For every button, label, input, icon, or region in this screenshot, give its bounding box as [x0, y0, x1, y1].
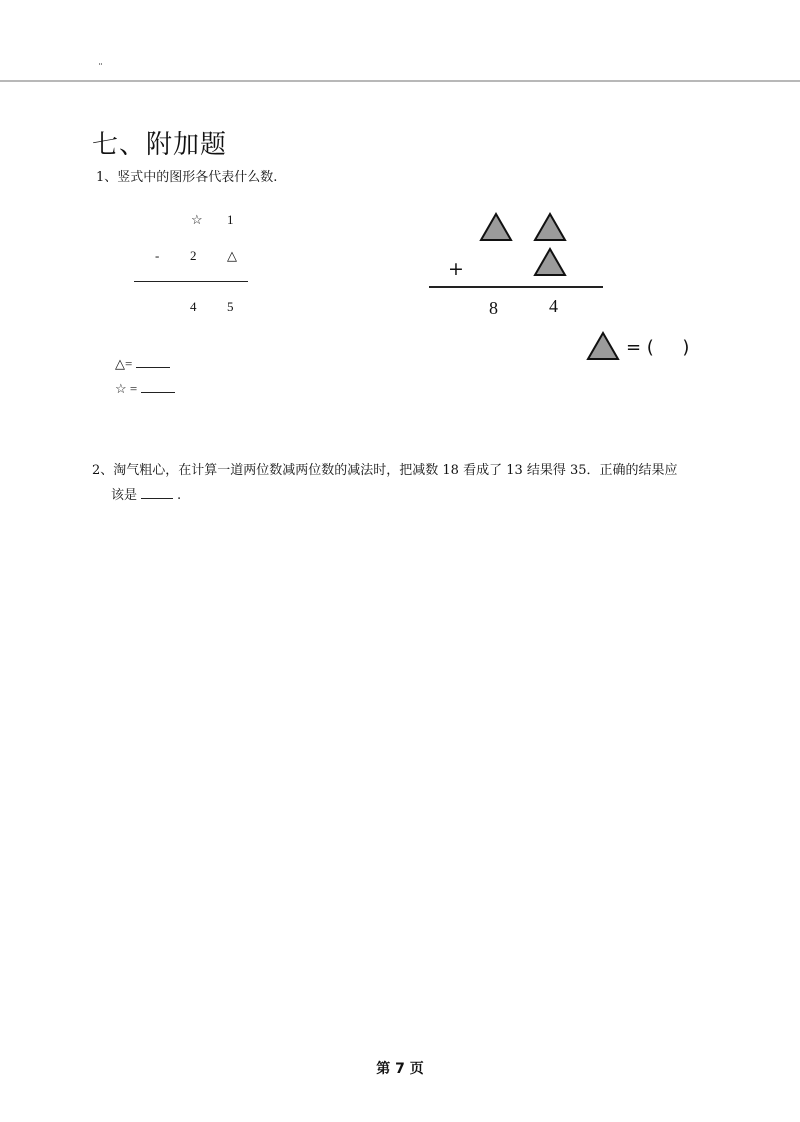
digit-two: 2	[190, 248, 197, 263]
digit-one: 1	[227, 212, 234, 227]
sum-digit-eight: 8	[489, 298, 498, 318]
triangle-equation: = ( )	[626, 337, 690, 358]
star-answer-blank[interactable]	[141, 380, 175, 393]
question-2-suffix: .	[177, 488, 182, 503]
question-2-prefix: 该是	[111, 488, 138, 503]
triangle-answer-label: △=	[115, 356, 133, 371]
triangle-answer-blank[interactable]	[136, 355, 170, 368]
header-divider	[0, 80, 800, 82]
gray-triangle-icon	[586, 331, 620, 361]
page-number: 第 7 页	[376, 1061, 424, 1077]
gray-triangle-icon	[479, 212, 513, 242]
result-digit-four: 4	[190, 299, 197, 314]
star-answer-row	[115, 380, 175, 397]
sum-digit-four: 4	[549, 296, 558, 316]
section-title: 七、附加题	[92, 130, 228, 160]
gray-triangle-icon	[533, 247, 567, 277]
minus-sign: -	[155, 248, 160, 263]
result-digit-five: 5	[227, 299, 234, 314]
question-2-answer-blank[interactable]	[141, 486, 173, 499]
header-mark: ¨	[98, 63, 103, 74]
triangle-answer-row	[115, 355, 170, 372]
question-2-text: 2、淘气粗心，在计算一道两位数减两位数的减法时，把减数 18 看成了 13 结果得 35．正确的结果应	[92, 463, 678, 478]
star-symbol: ☆	[191, 212, 203, 227]
star-answer-label: ☆ =	[115, 381, 138, 396]
subtraction-line	[134, 281, 248, 282]
gray-triangle-icon	[533, 212, 567, 242]
question-2-answer-line	[111, 486, 181, 505]
question-1-prompt: 1、竖式中的图形各代表什么数.	[96, 170, 278, 185]
addition-line	[429, 286, 603, 288]
plus-sign: +	[448, 258, 464, 280]
triangle-symbol: △	[227, 248, 237, 263]
